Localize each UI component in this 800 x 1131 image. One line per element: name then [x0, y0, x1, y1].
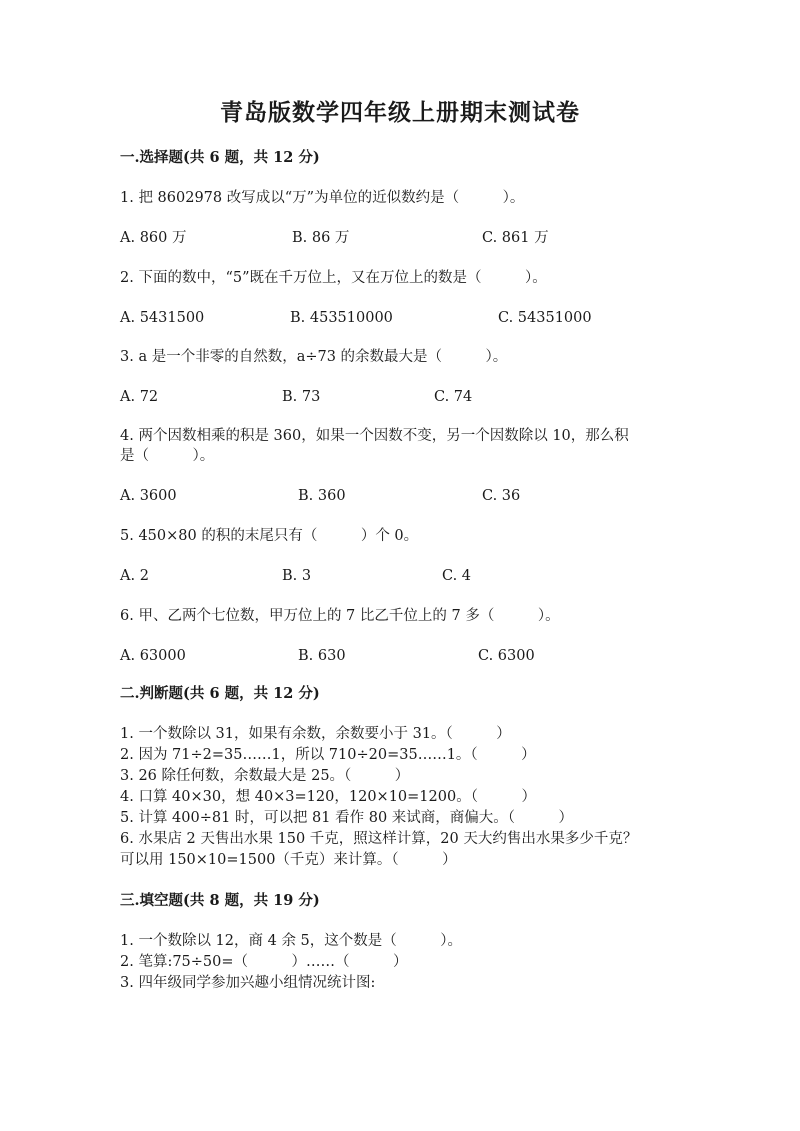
- fill-3: 3. 四年级同学参加兴趣小组情况统计图:: [120, 975, 376, 991]
- option-1-2-b: B. 453510000: [290, 310, 393, 326]
- judgment-6-line-1: 6. 水果店 2 天售出水果 150 千克，照这样计算，20 天大约售出水果多少千克？: [120, 831, 638, 847]
- option-1-3-c: C. 74: [434, 389, 473, 405]
- question-1-2: 2. 下面的数中，“5”既在千万位上，又在万位上的数是（ ）。: [120, 270, 547, 286]
- fill-2: 2. 笔算:75÷50=（ ）……（ ）: [120, 954, 408, 970]
- judgment-3: 3. 26 除任何数，余数最大是 25。（ ）: [120, 768, 410, 784]
- option-1-4-a: A. 3600: [120, 488, 177, 504]
- fill-1: 1. 一个数除以 12，商 4 余 5，这个数是（ ）。: [120, 933, 463, 949]
- option-1-5-c: C. 4: [442, 568, 472, 584]
- option-1-2-c: C. 54351000: [498, 310, 592, 326]
- question-1-4-line-2: 是（ ）。: [120, 448, 215, 464]
- option-1-4-c: C. 36: [482, 488, 521, 504]
- section-heading-judgment: 二.判断题(共 6 题，共 12 分): [120, 685, 320, 702]
- question-1-4-line-1: 4. 两个因数相乘的积是 360，如果一个因数不变，另一个因数除以 10，那么积: [120, 428, 629, 444]
- judgment-5: 5. 计算 400÷81 时，可以把 81 看作 80 来试商，商偏大。（ ）: [120, 810, 574, 826]
- option-1-3-b: B. 73: [282, 389, 321, 405]
- question-1-5: 5. 450×80 的积的末尾只有（ ）个 0。: [120, 528, 419, 544]
- judgment-6-line-2: 可以用 150×10=1500（千克）来计算。（ ）: [120, 852, 457, 868]
- judgment-2: 2. 因为 71÷2=35……1，所以 710÷20=35……1。（ ）: [120, 747, 536, 763]
- question-1-1: 1. 把 8602978 改写成以“万”为单位的近似数约是（ ）。: [120, 190, 525, 206]
- option-1-6-a: A. 63000: [120, 648, 186, 664]
- question-1-6: 6. 甲、乙两个七位数，甲万位上的 7 比乙千位上的 7 多（ ）。: [120, 608, 560, 624]
- option-1-6-b: B. 630: [298, 648, 346, 664]
- option-1-6-c: C. 6300: [478, 648, 535, 664]
- option-1-1-a: A. 860 万: [120, 230, 187, 246]
- option-1-5-b: B. 3: [282, 568, 312, 584]
- page-title: 青岛版数学四年级上册期末测试卷: [220, 99, 580, 126]
- question-1-3: 3. a 是一个非零的自然数，a÷73 的余数最大是（ ）。: [120, 349, 508, 365]
- option-1-3-a: A. 72: [120, 389, 159, 405]
- section-heading-choice: 一.选择题(共 6 题，共 12 分): [120, 149, 320, 166]
- judgment-1: 1. 一个数除以 31，如果有余数，余数要小于 31。（ ）: [120, 726, 511, 742]
- option-1-4-b: B. 360: [298, 488, 346, 504]
- option-1-1-c: C. 861 万: [482, 230, 549, 246]
- judgment-4: 4. 口算 40×30，想 40×3=120，120×10=1200。（ ）: [120, 789, 536, 805]
- option-1-1-b: B. 86 万: [292, 230, 350, 246]
- option-1-2-a: A. 5431500: [120, 310, 205, 326]
- section-heading-fill: 三.填空题(共 8 题，共 19 分): [120, 892, 320, 909]
- option-1-5-a: A. 2: [120, 568, 149, 584]
